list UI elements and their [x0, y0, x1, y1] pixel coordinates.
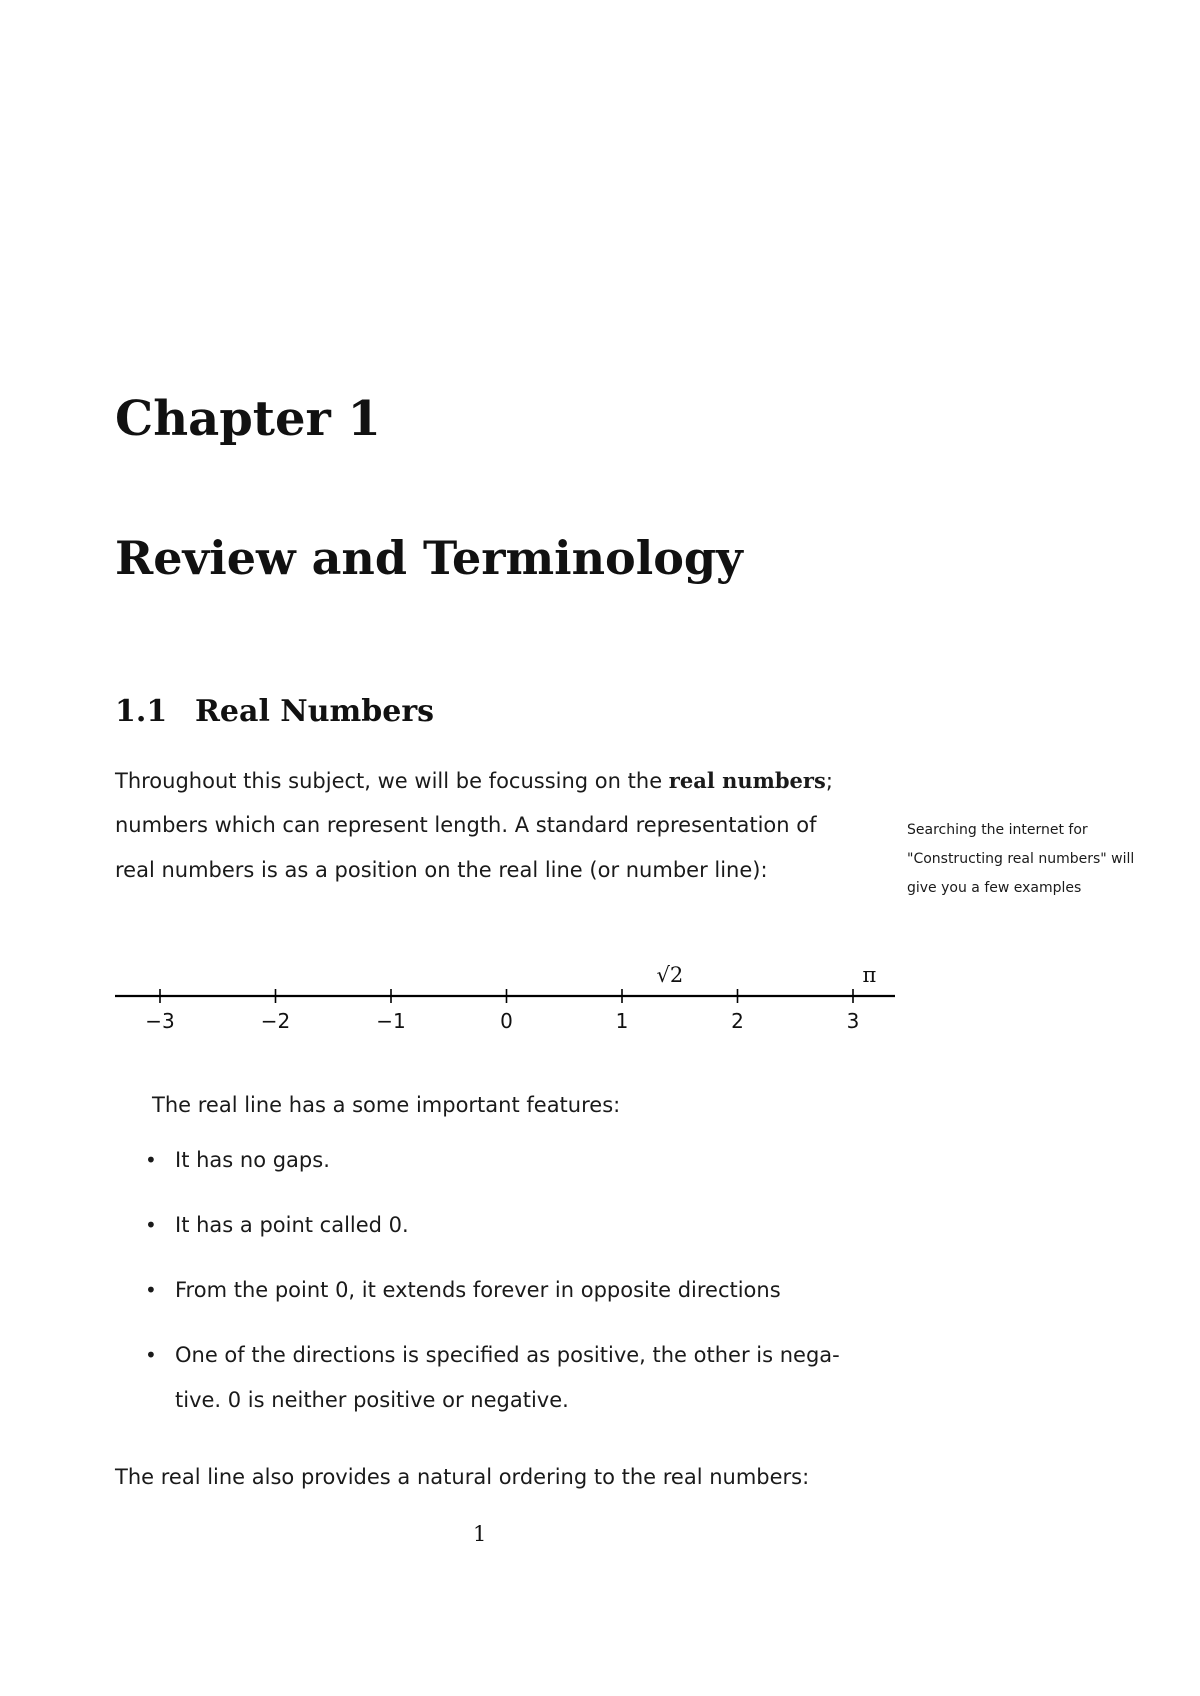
bullet-icon: • — [145, 1213, 157, 1237]
margin-note-line-2: "Constructing real numbers" will — [907, 851, 1135, 867]
list-item-text: From the point 0, it extends forever in opposite directions — [175, 1278, 781, 1302]
features-intro: The real line has a some important features: — [152, 1093, 621, 1117]
list-item-text: It has a point called 0. — [175, 1213, 409, 1237]
tick-label: 3 — [846, 1009, 860, 1033]
intro-line-1 — [115, 770, 833, 792]
page-number: 1 — [473, 1522, 487, 1546]
intro-line-1-pre: Throughout this subject, we will be focussing on the — [115, 769, 669, 793]
bullet-icon: • — [145, 1148, 157, 1172]
list-item-text: One of the directions is specified as positive, the other is nega- — [175, 1343, 840, 1367]
bullet-icon: • — [145, 1278, 157, 1302]
chapter-label: Chapter 1 — [115, 391, 381, 447]
real-number-line — [115, 950, 905, 1040]
intro-line-3: real numbers is as a position on the real line (or number line): — [115, 858, 768, 882]
list-item-text: tive. 0 is neither positive or negative. — [175, 1388, 569, 1412]
tick-label: 2 — [731, 1009, 744, 1033]
margin-note — [907, 816, 1167, 903]
chapter-title: Review and Terminology — [115, 531, 743, 585]
marked-point-label: √2 — [656, 963, 684, 987]
marked-point-label: π — [862, 963, 877, 987]
bullet-icon: • — [145, 1343, 157, 1367]
section-heading — [115, 694, 435, 729]
margin-note-line-3: give you a few examples — [907, 880, 1082, 896]
list-item-text: It has no gaps. — [175, 1148, 330, 1172]
tick-label: −3 — [145, 1009, 175, 1033]
tick-label: 0 — [500, 1009, 513, 1033]
intro-line-2: numbers which can represent length. A standard representation of — [115, 813, 817, 837]
tick-label: −1 — [376, 1009, 406, 1033]
section-title: Real Numbers — [195, 694, 435, 729]
tick-label: 1 — [615, 1009, 629, 1033]
tick-label: −2 — [260, 1009, 291, 1033]
margin-note-line-1: Searching the internet for — [907, 822, 1088, 838]
section-number: 1.1 — [115, 694, 168, 729]
term-real-numbers: real numbers — [668, 768, 826, 793]
intro-line-1-post: ; — [825, 769, 833, 793]
ordering-text: The real line also provides a natural ordering to the real numbers: — [115, 1465, 810, 1489]
